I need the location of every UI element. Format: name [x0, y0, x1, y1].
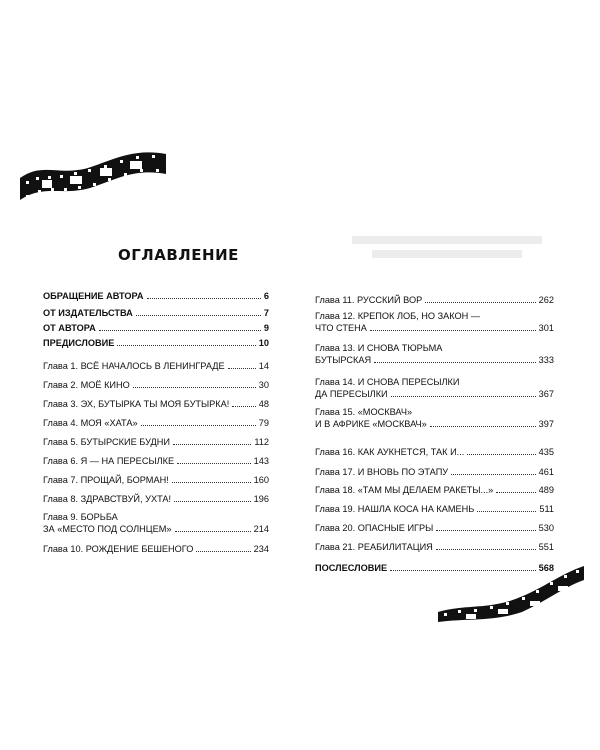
toc-entry[interactable] [43, 290, 269, 302]
dot-leader [425, 302, 535, 303]
toc-entry[interactable] [43, 379, 269, 391]
entry-label: Глава 8. ЗДРАВСТВУЙ, УХТА! [43, 494, 172, 504]
film-strip-top-icon [18, 140, 168, 210]
entry-page: 530 [538, 523, 554, 533]
entry-label-continued: БУТЫРСКАЯ [315, 355, 372, 365]
entry-label: Глава 11. РУССКИЙ ВОР [315, 295, 423, 305]
entry-page: 30 [258, 380, 269, 390]
entry-page: 9 [263, 323, 269, 333]
dot-leader [496, 492, 535, 493]
page-title: ОГЛАВЛЕНИЕ [118, 246, 239, 264]
toc-entry[interactable] [315, 466, 554, 478]
toc-entry[interactable] [43, 493, 269, 505]
entry-page: 234 [253, 544, 269, 554]
dot-leader [175, 531, 251, 532]
toc-entry[interactable] [43, 307, 269, 319]
film-strip-bottom-icon [436, 560, 586, 622]
entry-page: 461 [538, 467, 554, 477]
entry-page: 214 [253, 524, 269, 534]
dot-leader [174, 501, 251, 502]
entry-label-continued: И В АФРИКЕ «МОСКВАЧ» [315, 419, 427, 429]
dot-leader [136, 315, 261, 316]
dot-leader [374, 362, 535, 363]
entry-label: Глава 9. БОРЬБА [43, 512, 118, 522]
toc-entry[interactable] [315, 406, 554, 430]
dot-leader [196, 551, 250, 552]
bleed-through-shadow [352, 232, 542, 262]
entry-page: 6 [263, 291, 269, 301]
entry-label: Глава 19. НАШЛА КОСА НА КАМЕНЬ [315, 504, 475, 514]
entry-label: Глава 3. ЭХ, БУТЫРКА ТЫ МОЯ БУТЫРКА! [43, 399, 230, 409]
dot-leader [370, 330, 536, 331]
dot-leader [228, 368, 256, 369]
dot-leader [177, 463, 251, 464]
dot-leader [436, 530, 535, 531]
toc-entry[interactable] [315, 342, 554, 366]
entry-page: 511 [539, 504, 554, 514]
entry-label: Глава 17. И ВНОВЬ ПО ЭТАПУ [315, 467, 449, 477]
entry-page: 10 [258, 338, 269, 348]
entry-page: 367 [538, 389, 554, 399]
toc-entry[interactable] [43, 417, 269, 429]
entry-label: ОТ ИЗДАТЕЛЬСТВА [43, 308, 133, 318]
toc-entry[interactable] [43, 337, 269, 349]
entry-label: Глава 16. КАК АУКНЕТСЯ, ТАК И... [315, 447, 465, 457]
entry-page: 143 [253, 456, 269, 466]
toc-entry[interactable] [43, 436, 269, 448]
entry-page: 568 [538, 563, 554, 573]
entry-label: Глава 18. «ТАМ МЫ ДЕЛАЕМ РАКЕТЫ...» [315, 485, 494, 495]
entry-page: 160 [253, 475, 269, 485]
entry-label: ПРЕДИСЛОВИЕ [43, 338, 115, 348]
toc-entry[interactable] [43, 511, 269, 535]
entry-label: Глава 5. БУТЫРСКИЕ БУДНИ [43, 437, 170, 447]
toc-entry[interactable] [315, 541, 554, 553]
toc-entry[interactable] [43, 398, 269, 410]
entry-label: Глава 15. «МОСКВАЧ» [315, 407, 413, 417]
toc-entry[interactable] [315, 522, 554, 534]
entry-label: Глава 4. МОЯ «ХАТА» [43, 418, 138, 428]
entry-page: 262 [538, 295, 554, 305]
entry-page: 196 [253, 494, 269, 504]
entry-label: Глава 12. КРЕПОК ЛОБ, НО ЗАКОН — [315, 311, 481, 321]
toc-entry[interactable] [43, 322, 269, 334]
toc-entry[interactable] [315, 446, 554, 458]
dot-leader [133, 387, 256, 388]
entry-page: 397 [538, 419, 554, 429]
entry-label: Глава 1. ВСЁ НАЧАЛОСЬ В ЛЕНИНГРАДЕ [43, 361, 225, 371]
entry-page: 48 [258, 399, 269, 409]
dot-leader [477, 511, 536, 512]
entry-page: 333 [538, 355, 554, 365]
dot-leader [451, 474, 536, 475]
entry-label: ОБРАЩЕНИЕ АВТОРА [43, 291, 144, 301]
dot-leader [232, 406, 255, 407]
entry-label-continued: ЗА «МЕСТО ПОД СОЛНЦЕМ» [43, 524, 172, 534]
entry-label: Глава 21. РЕАБИЛИТАЦИЯ [315, 542, 433, 552]
dot-leader [172, 482, 251, 483]
dot-leader [430, 426, 536, 427]
entry-page: 489 [538, 485, 554, 495]
toc-entry[interactable] [43, 455, 269, 467]
entry-label: ПОСЛЕСЛОВИЕ [315, 563, 388, 573]
entry-label: Глава 13. И СНОВА ТЮРЬМА [315, 343, 443, 353]
entry-label-continued: ДА ПЕРЕСЫЛКИ [315, 389, 388, 399]
entry-page: 7 [263, 308, 269, 318]
entry-label: Глава 14. И СНОВА ПЕРЕСЫЛКИ [315, 377, 460, 387]
toc-entry[interactable] [315, 484, 554, 496]
dot-leader [391, 396, 536, 397]
toc-entry[interactable] [43, 543, 269, 555]
entry-label: ОТ АВТОРА [43, 323, 96, 333]
dot-leader [436, 549, 536, 550]
dot-leader [467, 454, 535, 455]
entry-page: 301 [538, 323, 554, 333]
entry-label: Глава 6. Я — НА ПЕРЕСЫЛКЕ [43, 456, 175, 466]
entry-page: 112 [254, 437, 269, 447]
entry-page: 435 [538, 447, 554, 457]
dot-leader [117, 345, 255, 346]
entry-label: Глава 7. ПРОЩАЙ, БОРМАН! [43, 475, 169, 485]
entry-label: Глава 10. РОЖДЕНИЕ БЕШЕНОГО [43, 544, 194, 554]
entry-label: Глава 2. МОЁ КИНО [43, 380, 130, 390]
dot-leader [141, 425, 256, 426]
entry-page: 14 [258, 361, 269, 371]
entry-label: Глава 20. ОПАСНЫЕ ИГРЫ [315, 523, 434, 533]
entry-label-continued: ЧТО СТЕНА [315, 323, 367, 333]
dot-leader [99, 330, 261, 331]
toc-entry[interactable] [315, 503, 554, 515]
entry-page: 551 [538, 542, 554, 552]
dot-leader [173, 444, 251, 445]
dot-leader [147, 298, 261, 299]
entry-page: 79 [258, 418, 269, 428]
toc-entry[interactable] [43, 360, 269, 372]
toc-entry[interactable] [315, 294, 554, 306]
toc-entry[interactable] [315, 310, 554, 334]
toc-entry[interactable] [315, 376, 554, 400]
toc-entry[interactable] [43, 474, 269, 486]
